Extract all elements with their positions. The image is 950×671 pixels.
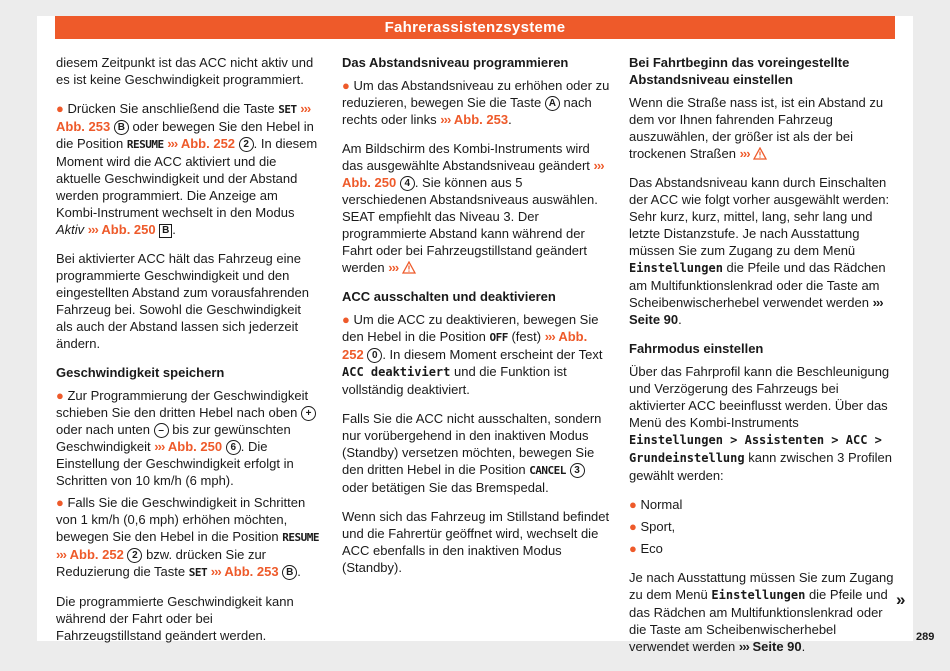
arrow-icon: ››› [167, 136, 178, 151]
callout-marker: 0 [367, 348, 382, 363]
arrow-icon: ››› [738, 639, 749, 654]
bullet-icon: ● [629, 497, 637, 512]
bullet-icon: ● [342, 78, 350, 93]
section-heading: Das Abstandsniveau programmieren [342, 55, 569, 70]
paragraph: Die programmierte Geschwindigkeit kann während der Fahrt oder bei Fahrzeugstillstand geändert werden. [56, 594, 294, 643]
menu-path: Einstellungen > Assistenten > ACC > Grundeinstellung [629, 433, 882, 465]
section-title: Fahrerassistenzsysteme [384, 19, 566, 36]
arrow-icon: ››› [739, 146, 750, 161]
menu-name: Einstellungen [711, 588, 806, 602]
display-message: ACC deaktiviert [342, 365, 451, 379]
bullet-icon: ● [56, 101, 64, 116]
bullet-icon: ● [629, 519, 637, 534]
paragraph: Wenn sich das Fahrzeug im Stillstand befindet und die Fahrertür geöffnet wird, wechselt die ACC ebenfalls in den inaktiven Modus (Standby). [342, 509, 610, 575]
figure-link[interactable]: Abb. 252 [180, 136, 236, 151]
key-label: SET [188, 566, 208, 579]
arrow-icon: ››› [872, 295, 883, 310]
arrow-icon: ››› [154, 439, 165, 454]
figure-link[interactable]: Abb. 253 [224, 564, 279, 579]
key-label: RESUME [126, 138, 164, 151]
key-label: SET [278, 103, 297, 116]
list-item: ● Normal [629, 497, 683, 512]
paragraph: Bei aktivierter ACC hält das Fahrzeug eine programmierte Geschwindigkeit und den eingestellten Abstand zum vorausfahrenden Fahrzeug bei. Sowohl die Geschwindigkeit als auch der Abstand lassen sich jederzeit ändern. [56, 251, 309, 351]
page-number: 289 [916, 631, 935, 643]
paragraph: diesem Zeitpunkt ist das ACC nicht aktiv und es ist keine Geschwindigkeit programmiert. [56, 55, 314, 87]
figure-link[interactable]: Abb. 252 [69, 547, 124, 562]
callout-marker: 2 [127, 548, 142, 563]
list-item: ● Eco [629, 541, 663, 556]
figure-link[interactable]: Abb. 250 [342, 175, 397, 190]
bullet-item: ● Falls Sie die Geschwindigkeit in Schritten von 1 km/h (0,6 mph) erhöhen möchten, bewegen Sie den Hebel in die Position RESUME ››› Abb. 252 2 bzw. drücken Sie zur Reduzierung die Taste SET ››› Abb. 253 B . [56, 495, 319, 579]
section-heading: Geschwindigkeit speichern [56, 365, 225, 380]
section-heading: Fahrmodus einstellen [629, 341, 764, 356]
figure-link[interactable]: Abb. 252 [342, 329, 588, 362]
arrow-icon: ››› [593, 158, 604, 173]
list-item: ● Sport, [629, 519, 676, 534]
bullet-icon: ● [342, 312, 350, 327]
figure-link[interactable]: Abb. 250 [101, 222, 156, 237]
paragraph: Das Abstandsniveau kann durch Einschalten der ACC wie folgt vorher ausgewählt werden: Sehr kurz, kurz, mittel, lang, sehr lang und letzte Distanzstufe. Je nach Ausstattung müssen Sie zum Zugang zu dem Menü Einstellungen die Pfeile und das Rädchen am Multifunktionslenkrad oder die Taste am Scheibenwischerhebel verwendet werden ››› Seite 90. [629, 175, 890, 327]
arrow-icon: ››› [544, 329, 555, 344]
paragraph: Je nach Ausstattung müssen Sie zum Zugang zu dem Menü Einstellungen die Pfeile und das Rädchen am Multifunktionslenkrad oder die Taste am Scheibenwischerhebel verwendet werden ››› Seite 90. [629, 570, 894, 654]
paragraph: Am Bildschirm des Kombi-Instruments wird das ausgewählte Abstandsniveau geändert ››› Abb. 250 4 . Sie können aus 5 verschiedenen Abstandsniveaus auswählen. SEAT empfiehlt das Niveau 3. Der programmierte Abstand kann während der Fahrt oder bei Fahrzeugstillstand geändert werden ››› [342, 141, 604, 275]
callout-marker: B [159, 224, 172, 238]
figure-link[interactable]: Abb. 253 [56, 119, 111, 134]
arrow-icon: ››› [388, 260, 399, 275]
key-label: RESUME [282, 531, 319, 544]
bullet-icon: ● [56, 388, 64, 403]
callout-marker: – [154, 423, 169, 438]
paragraph: Falls Sie die ACC nicht ausschalten, sondern nur vorübergehend in den inaktiven Modus (Standby) versetzen möchten, bewegen Sie den dritten Hebel in die Position CANCEL 3 oder betätigen Sie das Bremspedal. [342, 411, 602, 495]
continue-icon: » [896, 590, 906, 609]
callout-marker: 2 [239, 137, 254, 152]
bullet-icon: ● [56, 495, 64, 510]
section-header [55, 16, 895, 39]
warning-triangle-icon [402, 261, 416, 274]
callout-marker: 4 [400, 176, 415, 191]
section-heading: Bei Fahrtbeginn das voreingestellte Abstandsniveau einstellen [629, 55, 850, 87]
callout-marker: + [301, 406, 316, 421]
mode-name: Aktiv [56, 222, 85, 237]
column-left [56, 54, 320, 656]
callout-marker: A [545, 96, 560, 111]
bullet-icon: ● [629, 541, 637, 556]
page-link[interactable]: Seite 90 [629, 312, 679, 327]
key-label: OFF [489, 331, 508, 344]
figure-link[interactable]: Abb. 250 [167, 439, 223, 454]
arrow-icon: ››› [56, 547, 66, 562]
profile-list [629, 496, 895, 557]
callout-marker: B [114, 120, 129, 135]
column-middle [342, 54, 610, 588]
callout-marker: B [282, 565, 297, 580]
paragraph: Wenn die Straße nass ist, ist ein Abstand zu dem vor Ihnen fahrenden Fahrzeug auszuwählen, der größer ist als der bei trockenen Straßen ››› [629, 95, 884, 161]
column-right [629, 54, 895, 667]
bullet-item: ● Drücken Sie anschließend die Taste SET ››› Abb. 253 B oder bewegen Sie den Hebel in die Position RESUME ››› Abb. 252 2 . In diesem Moment wird die ACC aktiviert und die aktuelle Geschwindigkeit und der Abstand werden programmiert. Die Anzeige am Kombi-Instrument wechselt in den Modus Aktiv ››› Abb. 250 B . [56, 101, 318, 237]
menu-name: Einstellungen [629, 261, 723, 275]
figure-link[interactable]: Abb. 253 [453, 112, 509, 127]
bullet-item: ● Um das Abstandsniveau zu erhöhen oder zu reduzieren, bewegen Sie die Taste A nach rechts oder links ››› Abb. 253. [342, 78, 610, 127]
section-heading: ACC ausschalten und deaktivieren [342, 289, 556, 304]
callout-marker: 6 [226, 440, 241, 455]
page-link[interactable]: Seite 90 [752, 639, 802, 654]
arrow-icon: ››› [210, 564, 221, 579]
warning-triangle-icon [753, 147, 767, 160]
bullet-item: ● Zur Programmierung der Geschwindigkeit schieben Sie den dritten Hebel nach oben + oder nach unten – bis zur gewünschten Geschwindigkeit ››› Abb. 250 6 . Die Einstellung der Geschwindigkeit erfolgt in Schritten von 10 km/h (6 mph). [56, 387, 320, 489]
callout-marker: 3 [570, 463, 585, 478]
bullet-item: ● Um die ACC zu deaktivieren, bewegen Sie den Hebel in die Position OFF (fest) ››› Abb. 252 0 . In diesem Moment erscheint der Text ACC deaktiviert und die Funktion ist vollständig deaktiviert. [342, 312, 603, 397]
arrow-icon: ››› [87, 222, 98, 237]
arrow-icon: ››› [300, 101, 311, 116]
paragraph: Über das Fahrprofil kann die Beschleunigung und Verzögerung des Fahrzeugs bei aktivierter ACC beeinflusst werden. Über das Menü des Kombi-Instruments Einstellungen > Assistenten > ACC > Grundeinstellung kann zwischen 3 Profilen gewählt werden: [629, 364, 893, 483]
key-label: CANCEL [529, 464, 566, 477]
arrow-icon: ››› [440, 112, 451, 127]
